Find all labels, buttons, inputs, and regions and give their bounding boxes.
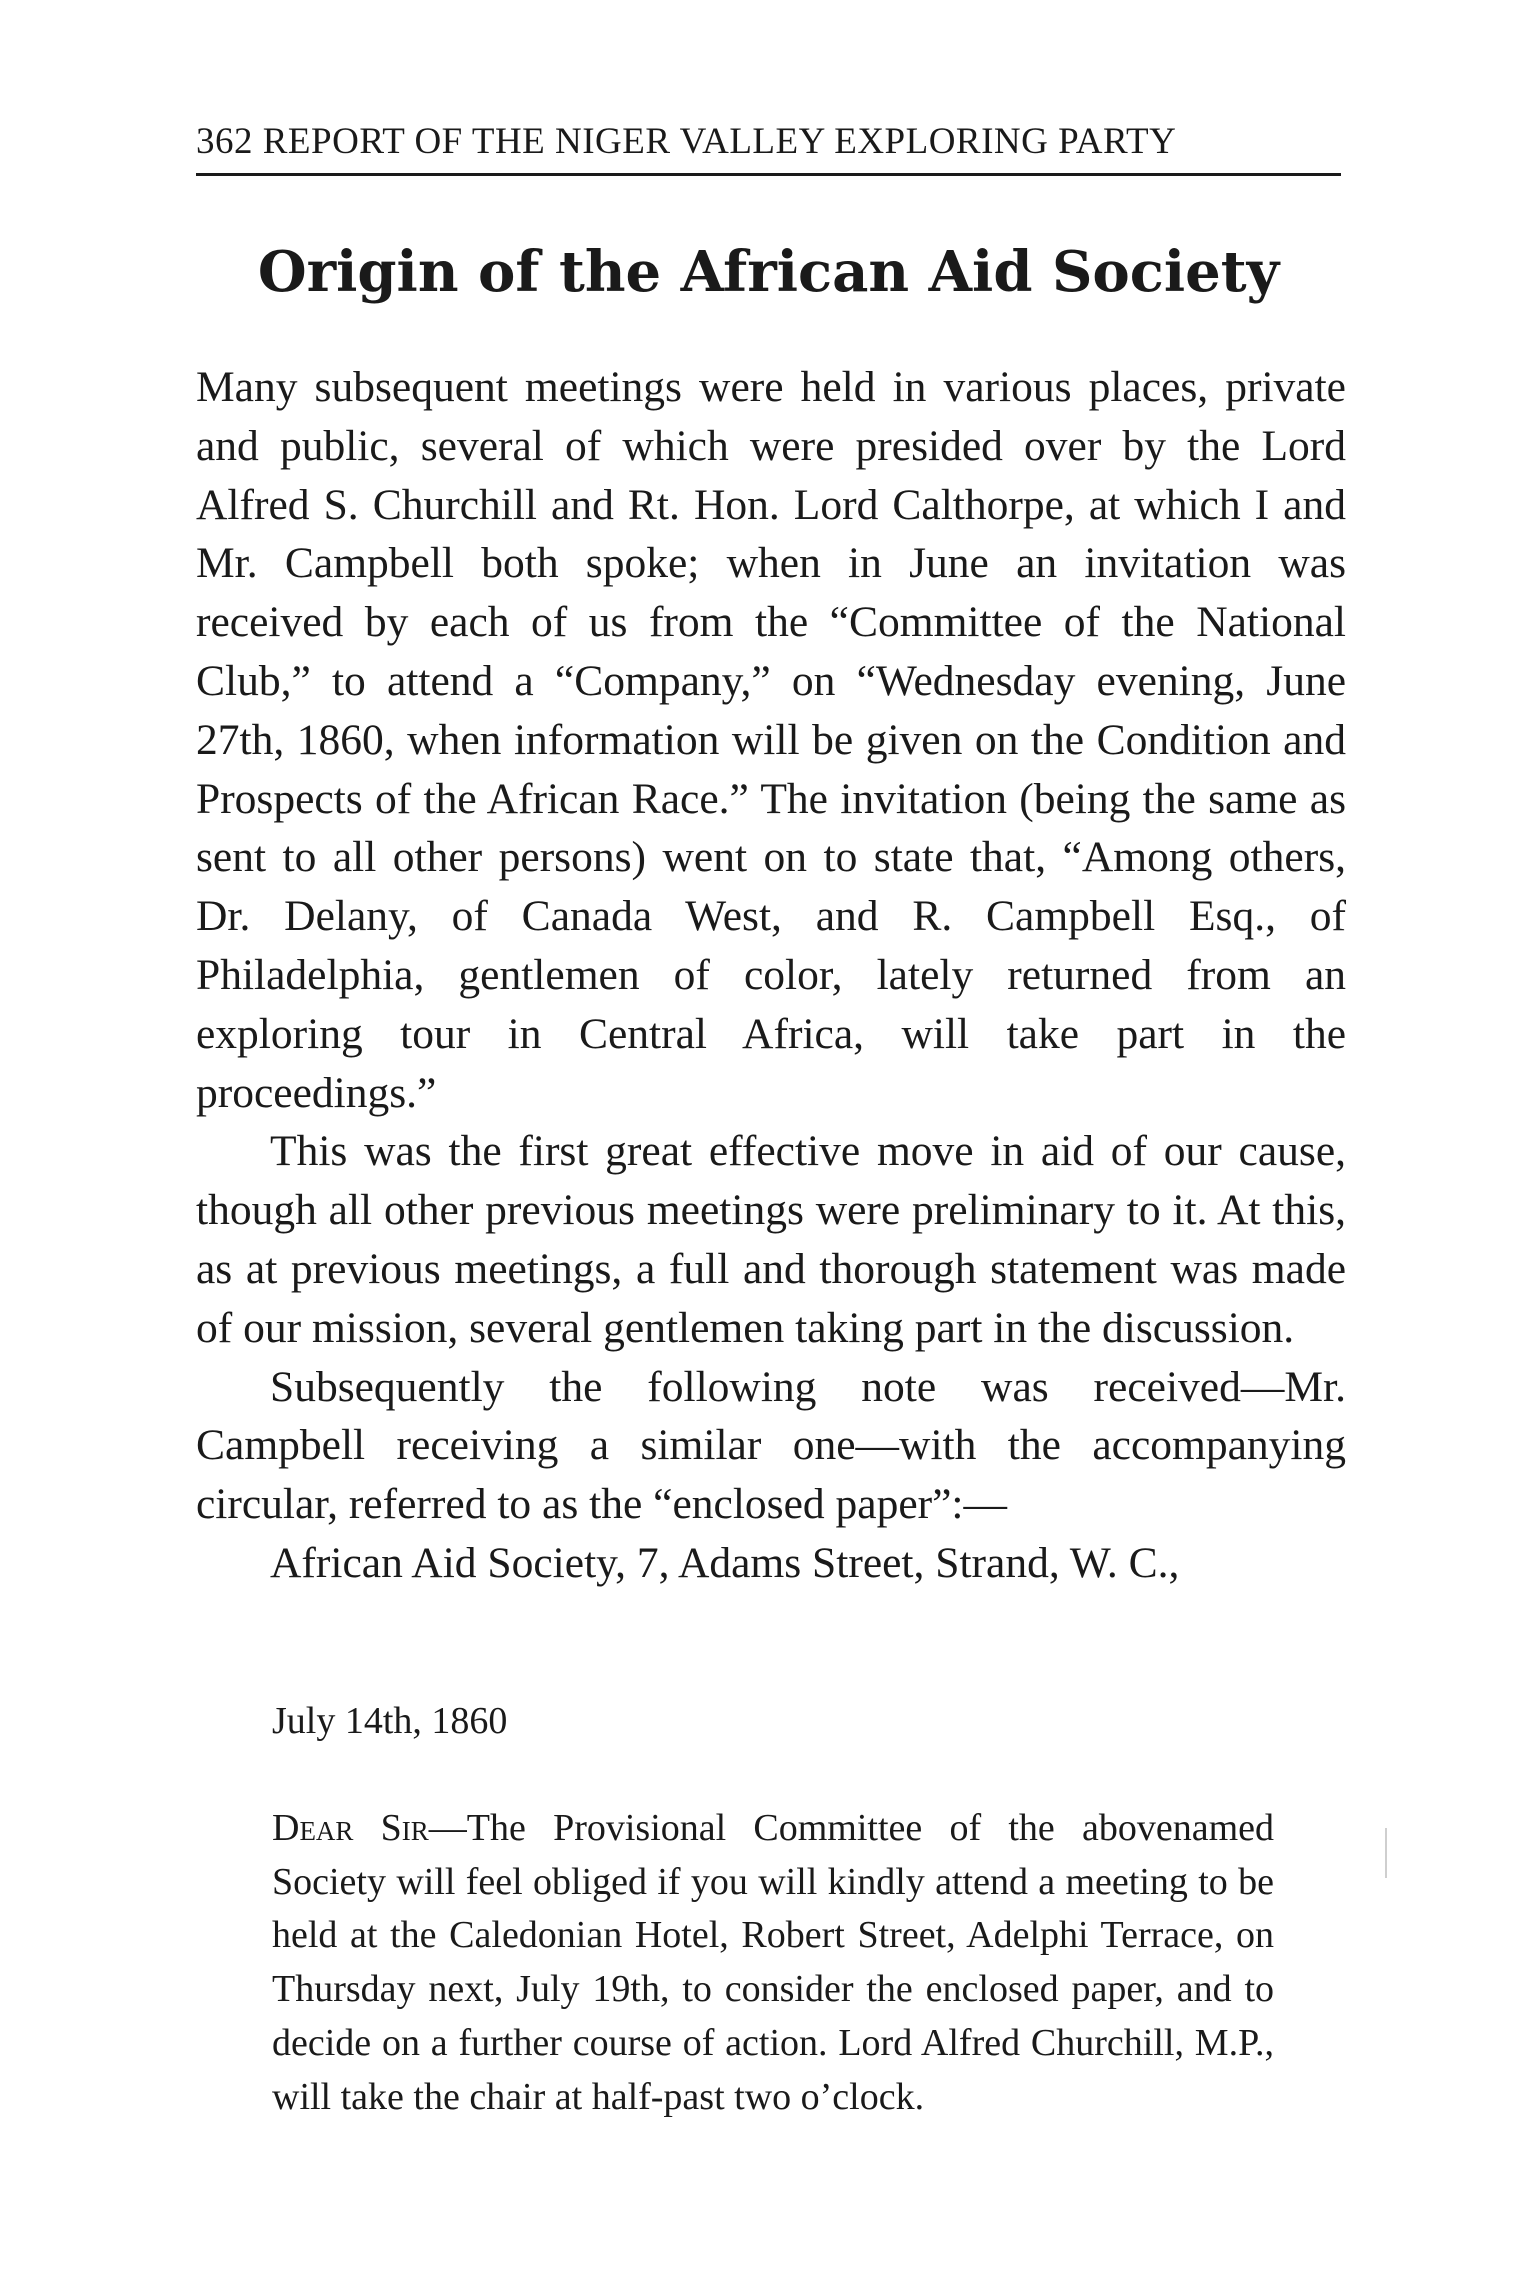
paragraph-2: This was the first great effective move in aid of our cause, though all other previous meetings were preliminary to it. At this, as at previous meetings, a full and thorough statement was made of our mission, several gentlemen taking part in the discussion. bbox=[196, 1127, 1346, 1352]
paragraph-3: Subsequently the following note was received—Mr. Campbell receiving a similar one—with the accompanying circular, referred to as the “enclosed paper”:— bbox=[196, 1362, 1346, 1529]
letter-date: July 14th, 1860 bbox=[272, 1700, 508, 1742]
running-head: 362 REPORT OF THE NIGER VALLEY EXPLORING PARTY bbox=[196, 121, 1177, 162]
section-title: Origin of the African Aid Society bbox=[257, 239, 1280, 305]
letter-salutation: Dear Sir bbox=[272, 1807, 429, 1849]
letter-body bbox=[272, 1802, 1274, 2124]
margin-mark bbox=[1385, 1828, 1387, 1878]
body-text bbox=[196, 358, 1346, 1593]
letter-text: —The Provisional Committee of the abovenamed Society will feel obliged if you will kindly attend a meeting to be held at the Caledonian Hotel, Robert Street, Adelphi Terrace, on Thursday next, July 19th, to consider the enclosed paper, and to decide on a further course of action. Lord Alfred Churchill, M.P., will take the chair at half-past two o’clock. bbox=[272, 1807, 1274, 2118]
header-rule bbox=[196, 173, 1341, 176]
letter-address: African Aid Society, 7, Adams Street, Strand, W. C., bbox=[270, 1538, 1180, 1587]
paragraph-1: Many subsequent meetings were held in various places, private and public, several of which were presided over by the Lord Alfred S. Churchill and Rt. Hon. Lord Calthorpe, at which I and Mr. Campbell both spoke; when in June an invitation was received by each of us from the “Committee of the National Club,” to attend a “Company,” on “Wednesday evening, June 27th, 1860, when information will be given on the Condition and Prospects of the African Race.” The invitation (being the same as sent to all other persons) went on to state that, “Among others, Dr. Delany, of Canada West, and R. Campbell Esq., of Philadelphia, gentlemen of color, lately returned from an exploring tour in Central Africa, will take part in the proceedings.” bbox=[196, 363, 1346, 1117]
